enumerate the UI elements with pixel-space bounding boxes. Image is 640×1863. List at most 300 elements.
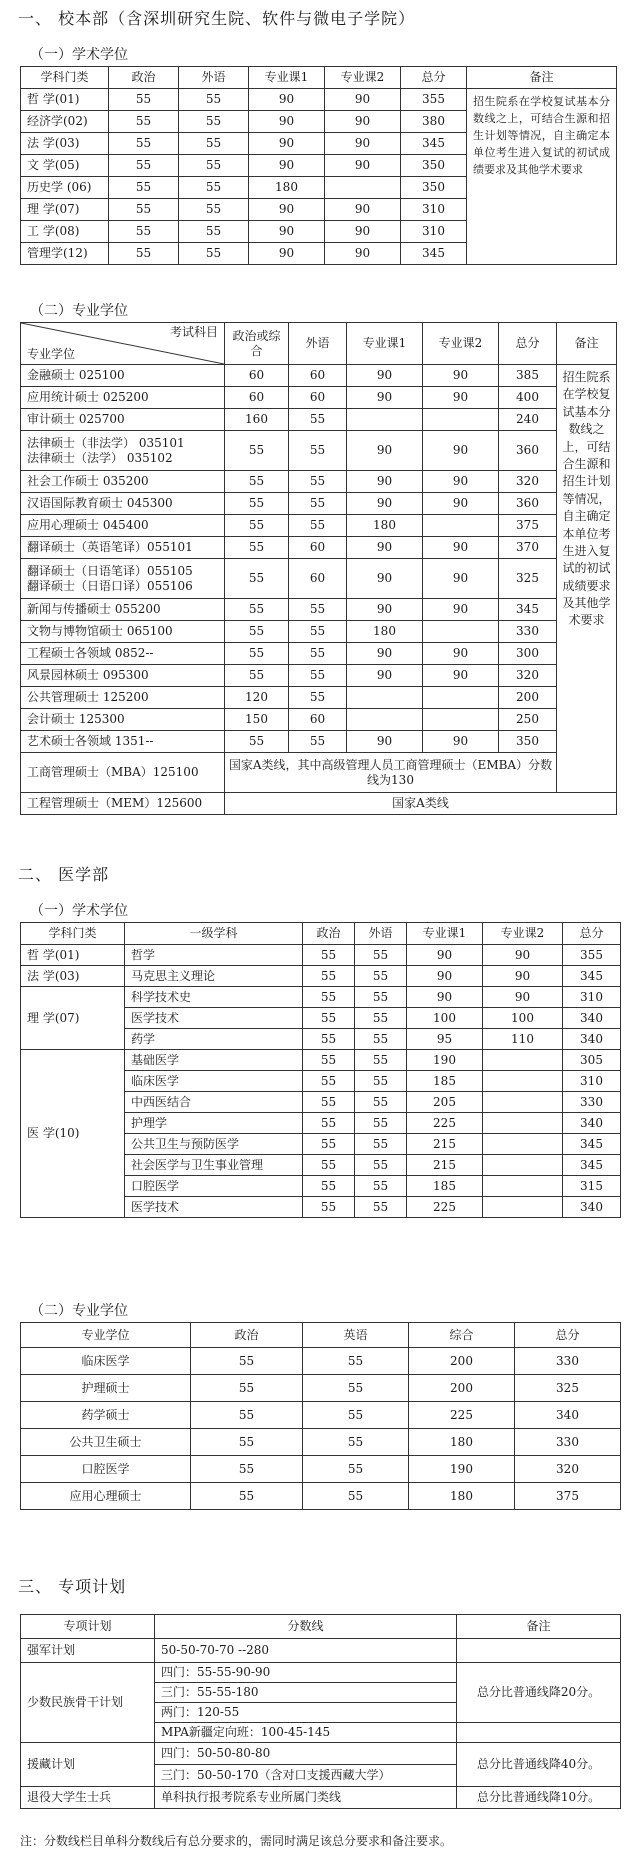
score-cell: 200 — [409, 1375, 515, 1402]
score-cell: 315 — [563, 1176, 621, 1197]
score-cell: 345 — [401, 133, 467, 155]
table-row — [21, 753, 617, 793]
discipline-cell: 医学技术 — [125, 1008, 303, 1029]
score-cell: 355 — [401, 89, 467, 111]
score-cell: 55 — [191, 1375, 303, 1402]
remark-cell: 招生院系在学校复试基本分数线之上，可结合生源和招生计划等情况，自主确定本单位考生进入复试的初试成绩要求及其他学术要求 — [557, 365, 617, 793]
header-row — [21, 923, 621, 945]
score-cell: 55 — [289, 493, 347, 515]
score-cell: 90 — [423, 537, 499, 559]
table-row — [21, 387, 617, 409]
col-header: 综合 — [409, 1323, 515, 1348]
score-cell: 90 — [347, 599, 423, 621]
score-line: 单科执行报考院系专业所属门类线 — [155, 1787, 457, 1809]
degree-name-cell — [21, 599, 225, 621]
score-cell: 345 — [563, 1155, 621, 1176]
discipline-cell: 科学技术史 — [125, 987, 303, 1008]
score-cell: 55 — [225, 731, 289, 753]
score-cell: 310 — [563, 1071, 621, 1092]
score-cell: 55 — [289, 687, 347, 709]
score-cell: 325 — [499, 559, 557, 599]
score-cell — [423, 515, 499, 537]
score-cell: 55 — [303, 1113, 355, 1134]
degree-name-cell: 应用心理硕士 — [21, 1483, 191, 1510]
degree-name-cell — [21, 537, 225, 559]
score-cell: 55 — [179, 199, 249, 221]
score-cell: 55 — [225, 537, 289, 559]
col-header: 专业课1 — [407, 923, 483, 945]
degree-name: 翻译硕士（日语笔译）055105 — [27, 563, 193, 578]
col-header: 总分 — [499, 323, 557, 365]
score-cell: 55 — [179, 89, 249, 111]
score-cell: 370 — [499, 537, 557, 559]
degree-name: 金融硕士 025100 — [27, 368, 125, 382]
score-cell: 55 — [109, 199, 179, 221]
score-cell: 90 — [249, 133, 325, 155]
score-cell: 55 — [289, 409, 347, 431]
score-cell: 320 — [499, 665, 557, 687]
score-cell: 90 — [325, 155, 401, 177]
score-cell: 55 — [225, 515, 289, 537]
score-cell: 90 — [423, 431, 499, 471]
discipline-cell: 社会医学与卫生事业管理 — [125, 1155, 303, 1176]
col-header: 外语 — [289, 323, 347, 365]
score-cell: 225 — [409, 1402, 515, 1429]
score-cell: 55 — [289, 621, 347, 643]
score-cell: 305 — [563, 1050, 621, 1071]
table-row — [21, 471, 617, 493]
section2-professional-table — [20, 1322, 621, 1510]
score-cell: 180 — [347, 621, 423, 643]
category-cell: 哲 学(01) — [21, 945, 125, 966]
score-cell: 320 — [515, 1456, 621, 1483]
score-cell: 55 — [303, 1008, 355, 1029]
score-cell: 90 — [249, 221, 325, 243]
score-cell: 55 — [355, 1050, 407, 1071]
col-header: 总分 — [401, 67, 467, 89]
col-header: 备注 — [457, 1615, 621, 1639]
score-cell — [423, 409, 499, 431]
table-row — [21, 966, 621, 987]
section2-title: 二、 医学部 — [18, 865, 110, 884]
table-row — [21, 987, 621, 1008]
score-cell: 55 — [355, 1176, 407, 1197]
score-cell: 310 — [401, 221, 467, 243]
score-cell: 55 — [109, 221, 179, 243]
score-cell: 90 — [407, 987, 483, 1008]
table-row — [21, 537, 617, 559]
degree-name: 应用统计硕士 025200 — [27, 390, 149, 404]
degree-name-cell — [21, 365, 225, 387]
score-cell: 340 — [563, 1197, 621, 1218]
score-cell: 55 — [355, 1113, 407, 1134]
score-cell: 345 — [499, 599, 557, 621]
table-row — [21, 515, 617, 537]
score-cell: 90 — [249, 243, 325, 265]
col-header: 专业课2 — [325, 67, 401, 89]
score-cell: 55 — [289, 731, 347, 753]
degree-name-cell — [21, 387, 225, 409]
score-cell: 350 — [499, 731, 557, 753]
score-cell: 320 — [499, 471, 557, 493]
corner-top-label: 考试科目 — [169, 325, 218, 339]
score-cell: 90 — [325, 111, 401, 133]
col-header: 一级学科 — [125, 923, 303, 945]
degree-name-cell: 护理硕士 — [21, 1375, 191, 1402]
score-cell: 215 — [407, 1155, 483, 1176]
col-header: 专业课1 — [249, 67, 325, 89]
score-cell: 90 — [347, 537, 423, 559]
score-cell: 60 — [225, 387, 289, 409]
table-row — [21, 431, 617, 471]
score-cell — [483, 1134, 563, 1155]
score-cell: 90 — [483, 987, 563, 1008]
col-header: 外语 — [179, 67, 249, 89]
score-cell: 60 — [225, 365, 289, 387]
score-cell: 90 — [423, 665, 499, 687]
score-cell: 55 — [225, 431, 289, 471]
category-cell: 理 学(07) — [21, 987, 125, 1050]
plan-name: 退役大学生士兵 — [21, 1787, 155, 1809]
col-header: 英语 — [303, 1323, 409, 1348]
score-cell: 55 — [303, 1483, 409, 1510]
score-cell: 350 — [401, 155, 467, 177]
table-row — [21, 1483, 621, 1510]
score-cell: 55 — [355, 1071, 407, 1092]
degree-name-cell: 工商管理硕士（MBA）125100 — [21, 753, 225, 793]
plan-note: 总分比普通线降40分。 — [457, 1743, 621, 1787]
plan-name: 少数民族骨干计划 — [21, 1663, 155, 1743]
score-cell: 100 — [407, 1008, 483, 1029]
score-cell: 55 — [303, 1092, 355, 1113]
table-row — [21, 643, 617, 665]
score-cell: 55 — [303, 1375, 409, 1402]
degree-name: 会计硕士 125300 — [27, 712, 125, 726]
score-cell: 400 — [499, 387, 557, 409]
footnote: 注：分数线栏目单科分数线后有总分要求的，需同时满足该总分要求和备注要求。 — [20, 1834, 453, 1848]
score-cell: 90 — [483, 945, 563, 966]
degree-name: 风景园林硕士 095300 — [27, 668, 149, 682]
degree-name-cell: 公共卫生硕士 — [21, 1429, 191, 1456]
table-row — [21, 89, 617, 111]
col-header: 总分 — [563, 923, 621, 945]
score-cell: 60 — [289, 387, 347, 409]
score-cell: 55 — [191, 1483, 303, 1510]
score-cell: 55 — [225, 599, 289, 621]
score-cell: 225 — [407, 1113, 483, 1134]
score-cell: 90 — [249, 111, 325, 133]
col-header: 政治或综合 — [225, 323, 289, 365]
col-header: 专业课2 — [423, 323, 499, 365]
score-cell: 55 — [355, 1155, 407, 1176]
category-cell: 法 学(03) — [21, 966, 125, 987]
score-cell: 90 — [423, 731, 499, 753]
score-cell — [423, 621, 499, 643]
score-cell: 55 — [225, 493, 289, 515]
score-cell — [325, 177, 401, 199]
degree-name-cell — [21, 409, 225, 431]
plan-note — [457, 1723, 621, 1743]
score-line: 50-50-70-70 --280 — [155, 1639, 457, 1663]
degree-name-cell — [21, 687, 225, 709]
score-cell: 55 — [179, 177, 249, 199]
score-cell: 55 — [179, 155, 249, 177]
score-cell — [423, 709, 499, 731]
score-cell: 300 — [499, 643, 557, 665]
score-cell: 205 — [407, 1092, 483, 1113]
score-line: MPA新疆定向班：100-45-145 — [155, 1723, 457, 1743]
header-row — [21, 323, 617, 365]
col-header: 政治 — [303, 923, 355, 945]
category-cell: 历史学 (06) — [21, 177, 109, 199]
score-cell: 90 — [347, 493, 423, 515]
merged-score-cell: 国家A类线，其中高级管理人员工商管理硕士（EMBA）分数线为130 — [225, 753, 557, 793]
score-cell: 350 — [401, 177, 467, 199]
degree-name-cell — [21, 431, 225, 471]
degree-name: 审计硕士 025700 — [27, 412, 125, 426]
degree-name-cell: 口腔医学 — [21, 1456, 191, 1483]
score-cell: 90 — [249, 89, 325, 111]
col-header: 学科门类 — [21, 923, 125, 945]
score-cell: 90 — [423, 643, 499, 665]
score-cell: 60 — [289, 559, 347, 599]
col-header: 政治 — [191, 1323, 303, 1348]
score-cell: 60 — [289, 365, 347, 387]
score-cell: 55 — [225, 643, 289, 665]
score-cell: 55 — [109, 89, 179, 111]
degree-name: 文物与博物馆硕士 065100 — [27, 624, 173, 638]
score-cell: 55 — [303, 1134, 355, 1155]
score-cell: 55 — [289, 665, 347, 687]
score-cell — [483, 1071, 563, 1092]
score-line: 四门：50-50-80-80 — [155, 1743, 457, 1765]
score-cell: 55 — [303, 1456, 409, 1483]
score-cell: 110 — [483, 1029, 563, 1050]
discipline-cell: 口腔医学 — [125, 1176, 303, 1197]
score-cell: 55 — [191, 1348, 303, 1375]
score-cell: 90 — [423, 493, 499, 515]
plan-note — [457, 1639, 621, 1663]
score-cell: 185 — [407, 1176, 483, 1197]
score-cell: 90 — [325, 243, 401, 265]
degree-name-cell — [21, 621, 225, 643]
discipline-cell: 医学技术 — [125, 1197, 303, 1218]
section2-academic-table — [20, 922, 621, 1218]
score-cell: 55 — [303, 1155, 355, 1176]
col-header: 专业课1 — [347, 323, 423, 365]
score-cell: 90 — [423, 471, 499, 493]
score-cell: 55 — [303, 1071, 355, 1092]
score-line: 四门：55-55-90-90 — [155, 1663, 457, 1683]
degree-name-cell — [21, 709, 225, 731]
score-cell: 60 — [289, 537, 347, 559]
score-cell: 55 — [191, 1456, 303, 1483]
table-row — [21, 1743, 621, 1765]
score-cell: 90 — [347, 665, 423, 687]
score-cell: 90 — [249, 155, 325, 177]
degree-name: 公共管理硕士 125200 — [27, 690, 149, 704]
score-cell: 55 — [225, 665, 289, 687]
table-row — [21, 559, 617, 599]
score-cell: 55 — [355, 966, 407, 987]
score-cell: 200 — [499, 687, 557, 709]
score-cell — [483, 1050, 563, 1071]
table-row — [21, 665, 617, 687]
score-cell: 330 — [515, 1429, 621, 1456]
table-row — [21, 1639, 621, 1663]
score-cell: 55 — [289, 643, 347, 665]
section1-title: 一、 校本部（含深圳研究生院、软件与微电子学院） — [18, 9, 416, 28]
score-cell: 90 — [347, 643, 423, 665]
score-cell: 55 — [303, 1029, 355, 1050]
table-row — [21, 709, 617, 731]
degree-name-cell — [21, 493, 225, 515]
plan-name: 强军计划 — [21, 1639, 155, 1663]
score-cell: 310 — [401, 199, 467, 221]
table-row — [21, 493, 617, 515]
score-cell: 55 — [109, 243, 179, 265]
table-row — [21, 731, 617, 753]
score-line: 三门：55-55-180 — [155, 1683, 457, 1703]
category-cell: 文 学(05) — [21, 155, 109, 177]
degree-name-cell — [21, 665, 225, 687]
score-cell: 100 — [483, 1008, 563, 1029]
plan-name: 援藏计划 — [21, 1743, 155, 1787]
score-cell — [347, 687, 423, 709]
degree-name: 新闻与传播硕士 055200 — [27, 602, 161, 616]
diagonal-header-cell — [21, 323, 225, 365]
discipline-cell: 药学 — [125, 1029, 303, 1050]
table-row — [21, 1375, 621, 1402]
merged-score-cell: 国家A类线 — [225, 793, 617, 815]
section1-professional-table — [20, 322, 617, 815]
score-cell: 90 — [249, 199, 325, 221]
score-cell: 90 — [423, 387, 499, 409]
score-line: 两门：120-55 — [155, 1703, 457, 1723]
degree-name-cell: 药学硕士 — [21, 1402, 191, 1429]
score-cell: 55 — [289, 599, 347, 621]
score-cell: 55 — [179, 243, 249, 265]
col-header: 备注 — [467, 67, 617, 89]
score-cell — [483, 1197, 563, 1218]
score-cell: 55 — [355, 1008, 407, 1029]
score-cell: 55 — [191, 1429, 303, 1456]
score-cell: 330 — [563, 1092, 621, 1113]
score-cell: 345 — [563, 1134, 621, 1155]
degree-name-cell: 临床医学 — [21, 1348, 191, 1375]
section1-academic-table — [20, 66, 617, 265]
score-cell: 340 — [563, 1008, 621, 1029]
score-cell: 90 — [347, 731, 423, 753]
table-row — [21, 599, 617, 621]
discipline-cell: 公共卫生与预防医学 — [125, 1134, 303, 1155]
score-cell: 90 — [483, 966, 563, 987]
table-row — [21, 1456, 621, 1483]
degree-name-cell — [21, 643, 225, 665]
degree-name: 翻译硕士（英语笔译）055101 — [27, 540, 193, 554]
category-cell: 工 学(08) — [21, 221, 109, 243]
score-cell: 180 — [249, 177, 325, 199]
score-cell: 180 — [409, 1429, 515, 1456]
degree-name-cell — [21, 559, 225, 599]
score-cell: 90 — [347, 387, 423, 409]
table-row — [21, 1402, 621, 1429]
table-row — [21, 1429, 621, 1456]
table-row — [21, 687, 617, 709]
score-cell: 345 — [563, 966, 621, 987]
score-cell: 90 — [407, 945, 483, 966]
category-cell: 医 学(10) — [21, 1050, 125, 1218]
discipline-cell: 哲学 — [125, 945, 303, 966]
score-cell — [483, 1092, 563, 1113]
col-header: 学科门类 — [21, 67, 109, 89]
score-cell: 240 — [499, 409, 557, 431]
discipline-cell: 临床医学 — [125, 1071, 303, 1092]
score-cell — [483, 1155, 563, 1176]
score-cell: 215 — [407, 1134, 483, 1155]
col-header: 总分 — [515, 1323, 621, 1348]
score-cell: 340 — [563, 1113, 621, 1134]
score-cell: 330 — [515, 1348, 621, 1375]
score-cell: 120 — [225, 687, 289, 709]
plan-note: 总分比普通线降10分。 — [457, 1787, 621, 1809]
score-cell: 90 — [407, 966, 483, 987]
score-cell: 55 — [225, 471, 289, 493]
category-cell: 法 学(03) — [21, 133, 109, 155]
score-cell: 225 — [407, 1197, 483, 1218]
score-cell: 55 — [225, 559, 289, 599]
score-cell: 55 — [355, 987, 407, 1008]
score-cell: 90 — [347, 431, 423, 471]
score-cell: 90 — [347, 471, 423, 493]
score-cell — [483, 1113, 563, 1134]
discipline-cell: 马克思主义理论 — [125, 966, 303, 987]
remark-cell: 招生院系在学校复试基本分数线之上，可结合生源和招生计划等情况，自主确定本单位考生进入复试的初试成绩要求及其他学术要求 — [467, 89, 617, 265]
score-cell: 55 — [303, 1348, 409, 1375]
col-header: 专业学位 — [21, 1323, 191, 1348]
score-cell — [483, 1176, 563, 1197]
score-cell: 200 — [409, 1348, 515, 1375]
score-cell: 55 — [179, 111, 249, 133]
score-cell: 55 — [355, 1197, 407, 1218]
degree-name: 工程硕士各领域 0852-- — [27, 646, 154, 660]
score-cell: 55 — [179, 133, 249, 155]
score-cell: 55 — [109, 155, 179, 177]
header-row — [21, 1323, 621, 1348]
table-row — [21, 365, 617, 387]
score-cell: 55 — [303, 1429, 409, 1456]
score-cell: 55 — [355, 945, 407, 966]
score-cell: 185 — [407, 1071, 483, 1092]
score-cell: 55 — [179, 221, 249, 243]
score-cell: 55 — [289, 471, 347, 493]
score-cell: 90 — [325, 89, 401, 111]
discipline-cell: 护理学 — [125, 1113, 303, 1134]
degree-name-cell: 工程管理硕士（MEM）125600 — [21, 793, 225, 815]
section2-academic-subtitle: （一）学术学位 — [30, 903, 128, 919]
score-cell: 55 — [109, 133, 179, 155]
score-cell — [347, 709, 423, 731]
score-cell: 55 — [355, 1092, 407, 1113]
score-cell: 325 — [515, 1375, 621, 1402]
degree-name-cell — [21, 515, 225, 537]
score-cell: 360 — [499, 493, 557, 515]
category-cell: 经济学(02) — [21, 111, 109, 133]
score-cell: 90 — [325, 221, 401, 243]
table-row — [21, 1787, 621, 1809]
score-cell: 90 — [423, 365, 499, 387]
discipline-cell: 基础医学 — [125, 1050, 303, 1071]
